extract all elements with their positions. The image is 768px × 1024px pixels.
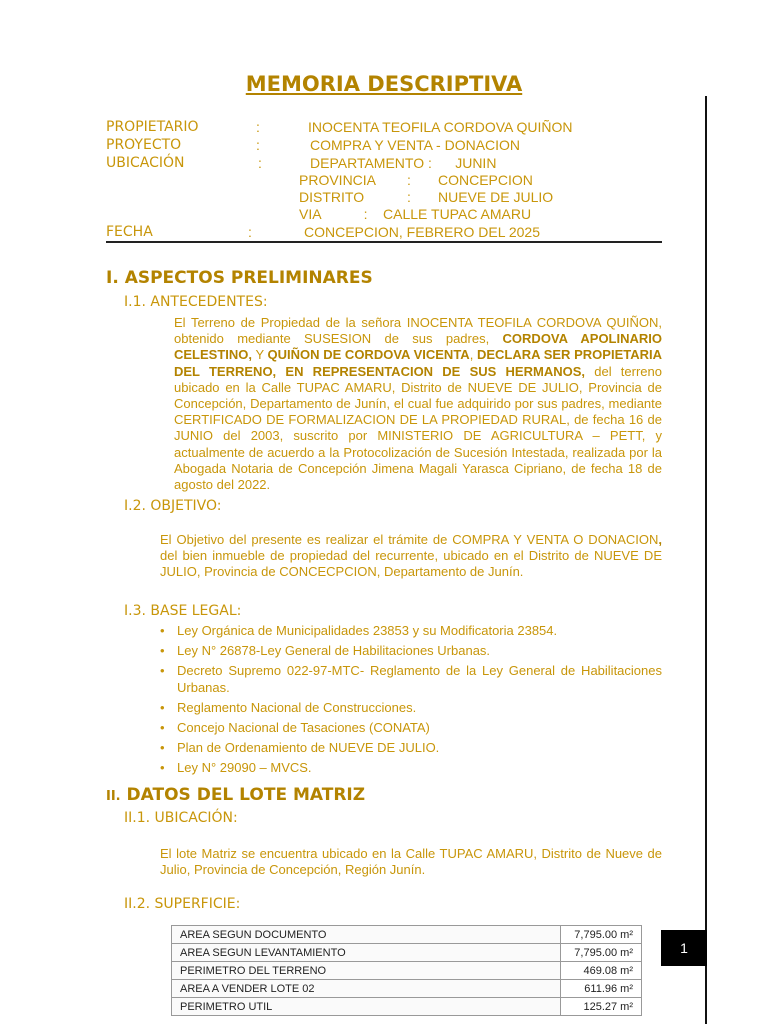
table-cell-value: 469.08 m² [561,962,642,980]
provincia-label: PROVINCIA [299,172,377,188]
bullet-icon: • [160,740,165,756]
table-cell-value: 125.27 m² [561,998,642,1016]
table-cell-value: 7,795.00 m² [561,944,642,962]
objetivo-bold-1: , [658,532,662,547]
table-row [172,998,642,1016]
bullet-icon: • [160,720,165,736]
list-item-text: Decreto Supremo 022-97-MTC- Reglamento de la Ley General de Habilitaciones Urbanas. [177,663,662,695]
table-cell-label: PERIMETRO DEL TERRENO [172,962,561,980]
superficie-table [171,925,642,1016]
base-legal-list [160,623,662,781]
proyecto-colon: : [256,137,260,153]
proyecto-label: PROYECTO [106,137,182,153]
distrito-label: DISTRITO [299,189,365,205]
list-item [160,623,662,639]
bullet-icon: • [160,623,165,638]
propietario-colon: : [256,119,260,135]
proyecto-value: COMPRA Y VENTA - DONACION [310,137,521,153]
list-item [160,740,662,756]
provincia-value: CONCEPCION [438,172,533,188]
antecedentes-heading: I.1. ANTECEDENTES: [124,294,268,310]
section-2-heading [106,785,365,805]
propietario-label: PROPIETARIO [106,119,199,135]
list-item-text: Concejo Nacional de Tasaciones (CONATA) [177,720,430,736]
list-item-text: Plan de Ordenamiento de NUEVE DE JULIO. [177,740,440,756]
list-item [160,760,662,776]
list-item [160,700,662,716]
section-2-numeral: II. [106,789,121,804]
superficie-heading: II.2. SUPERFICIE: [124,896,241,912]
table-cell-label: PERIMETRO UTIL [172,998,561,1016]
antecedentes-paragraph [174,315,662,493]
table-row [172,926,642,944]
provincia-colon: : [407,172,411,188]
objetivo-heading: I.2. OBJETIVO: [124,498,222,514]
list-item-text: Ley N° 29090 – MVCS. [177,760,312,776]
table-cell-label: AREA A VENDER LOTE 02 [172,980,561,998]
list-item-text: Ley Orgánica de Municipalidades 23853 y su Modificatoria 23854. [177,623,558,638]
table-cell-value: 7,795.00 m² [561,926,642,944]
objetivo-paragraph [160,532,662,581]
section-2-title: DATOS DEL LOTE MATRIZ [126,785,366,805]
table-cell-value: 611.96 m² [561,980,642,998]
table-row [172,962,642,980]
list-item [160,663,662,695]
ubicacion-colon: : [258,155,262,171]
list-item [160,643,662,659]
table-row [172,980,642,998]
via-line: VIA : CALLE TUPAC AMARU [299,206,532,222]
page-edge-line [705,96,707,1024]
fecha-value: CONCEPCION, FEBRERO DEL 2025 [304,224,540,240]
table-cell-label: AREA SEGUN DOCUMENTO [172,926,561,944]
antecedentes-text-3: , [469,347,477,363]
bullet-icon: • [160,699,165,715]
antecedentes-text-1: El Terreno de Propiedad de la señora INOCENTA TEOFILA CORDOVA QUIÑON, obtenido mediante SUSESION de sus padres, [174,315,662,347]
objetivo-text-2: del bien inmueble de propiedad del recurrente, ubicado en el Distrito de NUEVE DE JULIO, Provincia de CONCECPCION, Departamento de Junín. [160,548,662,580]
ubicacion-paragraph: El lote Matriz se encuentra ubicado en la Calle TUPAC AMARU, Distrito de Nueve de Julio, Provincia de Concepción, Región Junín. [160,846,662,878]
propietario-value: INOCENTA TEOFILA CORDOVA QUIÑON [308,119,573,135]
header-divider [106,241,662,243]
section-1-heading: I. ASPECTOS PRELIMINARES [106,268,373,288]
base-legal-heading: I.3. BASE LEGAL: [124,603,242,619]
list-item-text: Reglamento Nacional de Construcciones. [177,699,417,715]
bullet-icon: • [160,663,165,679]
antecedentes-text-4: del terreno ubicado en la Calle TUPAC AMARU, Distrito de NUEVE DE JULIO, Provincia de Concepción, Departamento de Junín, el cual fue adquirido por sus padres, mediante CERTIFICADO DE FORMALIZACION DE LA PROPIEDAD RURAL, de fecha 16 de JUNIO del 2003, suscrito por MINISTERIO DE AGRICULTURA – PETT, y actualmente de acuerdo a la Protocolización de Sucesión Intestada, realizada por la Abogada Notaria de Concepción Jimena Magali Yarasca Cipriano, de fecha 18 de agosto del 2022. [174,363,662,493]
page-number: 1 [661,930,707,966]
table-row [172,944,642,962]
fecha-label: FECHA [106,224,153,240]
distrito-colon: : [407,189,411,205]
table-cell-label: AREA SEGUN LEVANTAMIENTO [172,944,561,962]
document-title: MEMORIA DESCRIPTIVA [245,72,523,96]
list-item [160,720,662,736]
antecedentes-bold-2: QUIÑON DE CORDOVA VICENTA [267,347,470,363]
fecha-colon: : [248,224,252,240]
antecedentes-bold-3: DECLARA SER PROPIETARIA DEL TERRENO, EN REPRESENTACION DE SUS HERMANOS, [174,347,662,379]
departamento-line: DEPARTAMENTO : JUNIN [310,155,497,171]
list-item-text: Ley N° 26878-Ley General de Habilitaciones Urbanas. [177,643,491,659]
bullet-icon: • [160,643,165,659]
ubicacion-label: UBICACIÓN [106,155,185,171]
bullet-icon: • [160,760,165,776]
ubicacion-heading: II.1. UBICACIÓN: [124,810,238,826]
objetivo-text-1: El Objetivo del presente es realizar el trámite de COMPRA Y VENTA O DONACION [160,532,659,547]
antecedentes-text-2: Y [252,347,268,363]
distrito-value: NUEVE DE JULIO [438,189,554,205]
antecedentes-bold-1: CORDOVA APOLINARIO CELESTINO, [174,331,663,363]
